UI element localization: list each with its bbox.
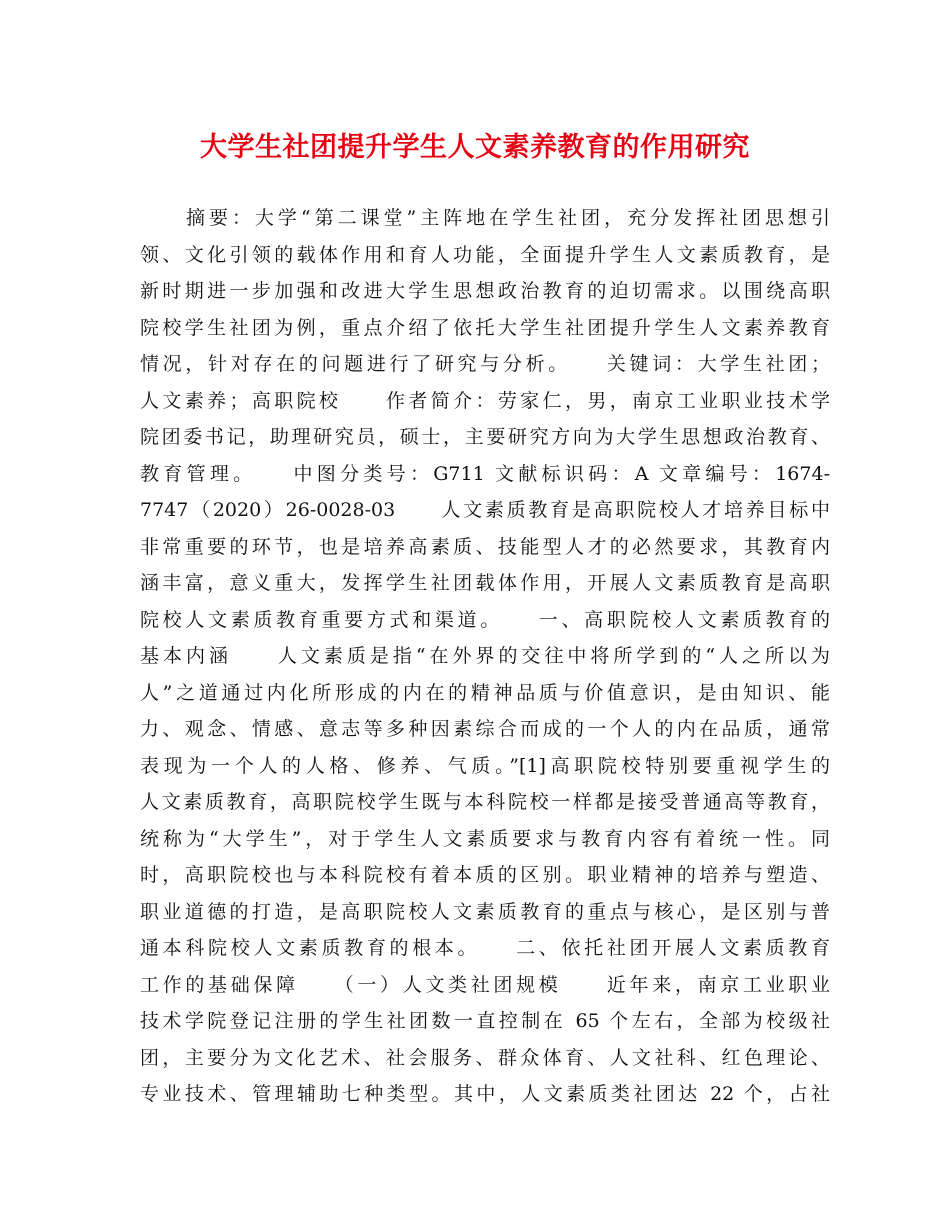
body-line: 专业技术、管理辅助七种类型。其中，人文素质类社团达 22 个，占社	[140, 1083, 830, 1105]
document-body	[140, 200, 830, 1113]
body-line: 院团委书记，助理研究员，硕士，主要研究方向为大学生思想政治教育、	[140, 426, 830, 448]
body-line: 通本科院校人文素质教育的根本。 二、依托社团开展人文素质教育	[140, 937, 830, 959]
body-line: 教育管理。 中图分类号：G711 文献标识码：A 文章编号：1674-	[140, 462, 830, 485]
body-line: 工作的基础保障 （一）人文类社团规模 近年来，南京工业职业	[140, 973, 830, 996]
body-line: 7747（2020）26-0028-03 人文素质教育是高职院校人才培养目标中	[140, 499, 830, 521]
document-title: 大学生社团提升学生人文素养教育的作用研究	[200, 132, 750, 163]
body-line: 院校人文素质教育重要方式和渠道。 一、高职院校人文素质教育的	[140, 608, 830, 631]
body-line: 职业道德的打造，是高职院校人文素质教育的重点与核心，是区别与普	[140, 900, 830, 923]
body-line: 院校学生社团为例，重点介绍了依托大学生社团提升学生人文素养教育	[140, 316, 830, 339]
body-line: 技术学院登记注册的学生社团数一直控制在 65 个左右，全部为校级社	[140, 1010, 830, 1032]
body-line: 人文素质教育，高职院校学生既与本科院校一样都是接受普通高等教育，	[140, 791, 830, 813]
body-line: 力、观念、情感、意志等多种因素综合而成的一个人的内在品质，通常	[140, 718, 830, 740]
body-line: 涵丰富，意义重大，发挥学生社团载体作用，开展人文素质教育是高职	[140, 572, 830, 594]
body-line: 团，主要分为文化艺术、社会服务、群众体育、人文社科、红色理论、	[140, 1046, 830, 1069]
body-line: 表现为一个人的人格、修养、气质。”[1]高职院校特别要重视学生的	[140, 754, 830, 777]
body-line: 摘要：大学“第二课堂”主阵地在学生社团，充分发挥社团思想引	[140, 207, 830, 229]
body-line: 人”之道通过内化所形成的内在的精神品质与价值意识，是由知识、能	[140, 681, 830, 704]
body-line: 基本内涵 人文素质是指“在外界的交往中将所学到的“人之所以为	[140, 645, 830, 667]
body-line: 人文素养；高职院校 作者简介：劳家仁，男，南京工业职业技术学	[140, 389, 830, 412]
body-line: 非常重要的环节，也是培养高素质、技能型人才的必然要求，其教育内	[140, 535, 830, 558]
body-line: 时，高职院校也与本科院校有着本质的区别。职业精神的培养与塑造、	[140, 864, 830, 886]
body-line: 统称为“大学生”，对于学生人文素质要求与教育内容有着统一性。同	[140, 827, 830, 850]
body-line: 领、文化引领的载体作用和育人功能，全面提升学生人文素质教育，是	[140, 243, 830, 266]
body-line: 新时期进一步加强和改进大学生思想政治教育的迫切需求。以围绕高职	[140, 280, 830, 302]
body-line: 情况，针对存在的问题进行了研究与分析。 关键词：大学生社团；	[140, 353, 830, 375]
